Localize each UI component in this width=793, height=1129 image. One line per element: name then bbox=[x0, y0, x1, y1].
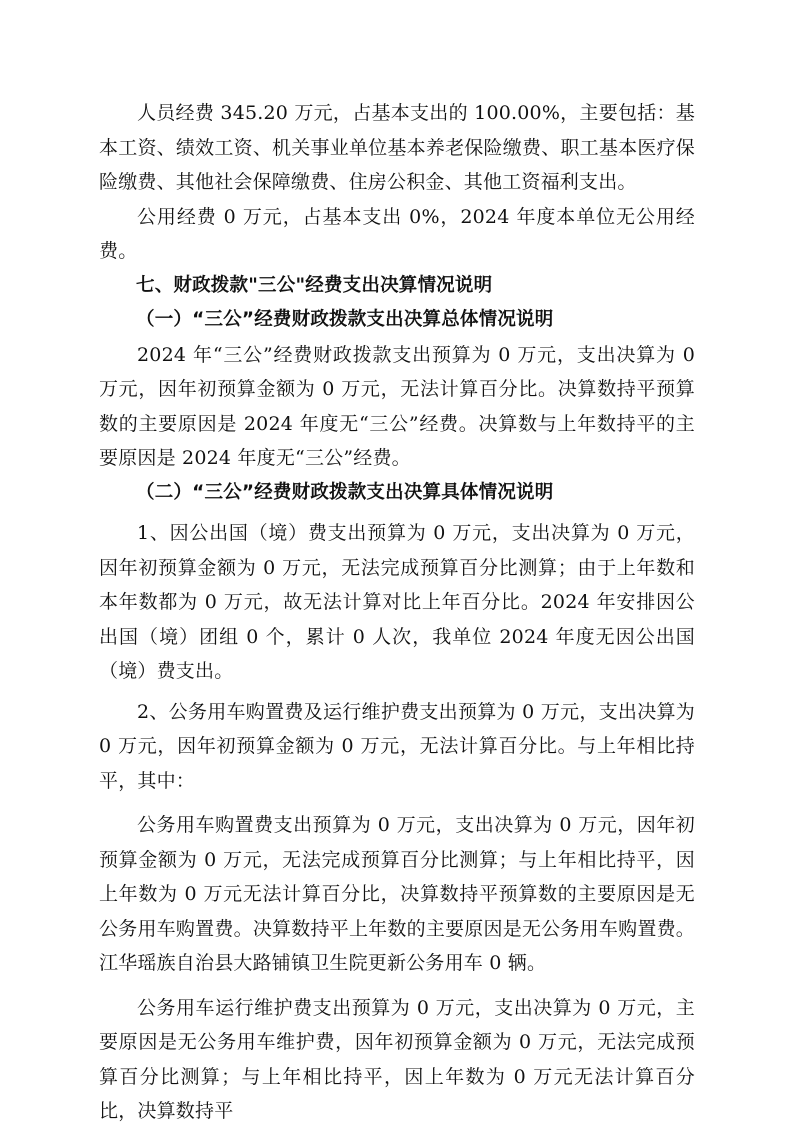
subsection-heading-two: （二）“三公”经费财政拨款支出决算具体情况说明 bbox=[136, 481, 554, 503]
public-expense-paragraph: 公用经费 0 万元，占基本支出 0%，2024 年度本单位无公用经费。 bbox=[99, 205, 695, 262]
document-body bbox=[99, 96, 695, 1129]
overseas-travel-paragraph: 1、因公出国（境）费支出预算为 0 万元，支出决算为 0 万元，因年初预算金额为 0 万元，无法完成预算百分比测算；由于上年数和本年数都为 0 万元，故无法计算对比上年百分比。2024 年安排因公出国（境）团组 0 个，累计 0 人次，我单位 2024 年度无因公出国（境）费支出。 bbox=[99, 522, 695, 682]
vehicle-purchase-paragraph: 公务用车购置费支出预算为 0 万元，支出决算为 0 万元，因年初预算金额为 0 万元，无法完成预算百分比测算；与上年相比持平，因上年数为 0 万元无法计算百分比，决算数持平预算数的主要原因是无公务用车购置费。决算数持平上年数的主要原因是无公务用车购置费。江华瑶族自治县大路铺镇卫生院更新公务用车 0 辆。 bbox=[99, 814, 695, 974]
subsection-heading-one: （一）“三公”经费财政拨款支出决算总体情况说明 bbox=[136, 309, 554, 330]
overall-three-public-paragraph: 2024 年“三公”经费财政拨款支出预算为 0 万元，支出决算为 0 万元，因年初预算金额为 0 万元，无法计算百分比。决算数持平预算数的主要原因是 2024 年度无“三公”经费。决算数与上年数持平的主要原因是 2024 年度无“三公”经费。 bbox=[99, 343, 695, 469]
section-heading-seven: 七、财政拨款"三公"经费支出决算情况说明 bbox=[136, 274, 493, 296]
personnel-expense-paragraph: 人员经费 345.20 万元，占基本支出的 100.00%，主要包括：基本工资、绩效工资、机关事业单位基本养老保险缴费、职工基本医疗保险缴费、其他社会保障缴费、住房公积金、其他工资福利支出。 bbox=[99, 102, 695, 193]
official-vehicle-paragraph: 2、公务用车购置费及运行维护费支出预算为 0 万元，支出决算为 0 万元，因年初预算金额为 0 万元，无法计算百分比。与上年相比持平，其中： bbox=[99, 700, 695, 792]
vehicle-maintenance-paragraph: 公务用车运行维护费支出预算为 0 万元，支出决算为 0 万元，主要原因是无公务用车维护费，因年初预算金额为 0 万元，无法完成预算百分比测算；与上年相比持平，因上年数为 0 万元无法计算百分比，决算数持平 bbox=[99, 996, 695, 1122]
